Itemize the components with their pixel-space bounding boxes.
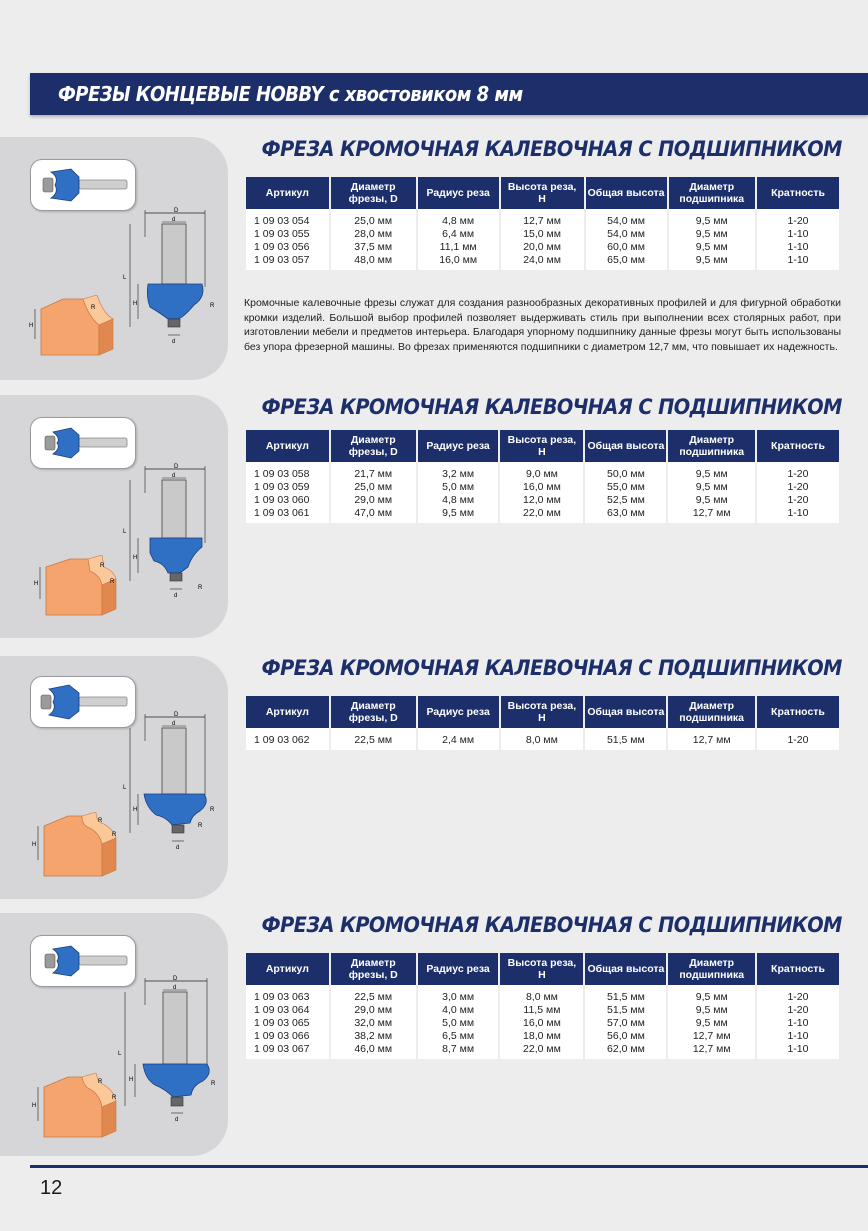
column-header-diameter: Диаметр фрезы, D — [331, 953, 416, 985]
cell-radius: 2,4 мм — [418, 728, 499, 750]
dim-label-d-shank: d — [173, 985, 177, 991]
header-bar — [30, 73, 868, 115]
profile-label-r-lower: R — [110, 579, 115, 585]
cell-bearing: 12,7 мм — [668, 1043, 755, 1059]
dim-label-d-shank: d — [172, 473, 176, 479]
cell-article: 1 09 03 055 — [246, 228, 329, 241]
cell-total-height: 62,0 мм — [585, 1043, 666, 1059]
profile-label-r-lower: R — [112, 1095, 117, 1101]
cell-diameter: 25,0 мм — [331, 209, 416, 228]
cell-cut-height: 16,0 мм — [500, 1017, 583, 1030]
cell-bearing: 9,5 мм — [668, 481, 755, 494]
column-header-article: Артикул — [246, 177, 329, 209]
column-header-cut-height: Высота реза, H — [500, 953, 583, 985]
page-header-title: ФРЕЗЫ КОНЦЕВЫЕ HOBBY с хвостовиком 8 мм — [58, 82, 523, 106]
table-row — [246, 241, 839, 254]
table-row — [246, 728, 839, 750]
cell-radius: 3,0 мм — [418, 985, 499, 1004]
cell-cut-height: 18,0 мм — [500, 1030, 583, 1043]
column-header-radius: Радиус реза — [418, 696, 499, 728]
cell-bearing: 9,5 мм — [668, 1017, 755, 1030]
table-row — [246, 985, 839, 1004]
profile-label-r-lower: R — [112, 832, 117, 838]
router-bit-drawing — [120, 207, 220, 347]
column-header-radius: Радиус реза — [418, 430, 499, 462]
column-header-diameter: Диаметр фрезы, D — [331, 696, 416, 728]
dim-label-d-shank: d — [172, 721, 176, 727]
dim-label-d-bearing: d — [175, 1117, 179, 1123]
cell-total-height: 60,0 мм — [586, 241, 667, 254]
cell-article: 1 09 03 054 — [246, 209, 329, 228]
cell-diameter: 22,5 мм — [331, 728, 416, 750]
column-header-multiplicity: Кратность — [757, 430, 839, 462]
cell-radius: 4,8 мм — [418, 209, 499, 228]
profile-label-r: R — [100, 563, 105, 569]
footer-divider — [30, 1165, 868, 1168]
cell-bearing: 9,5 мм — [668, 494, 755, 507]
cell-radius: 8,7 мм — [418, 1043, 499, 1059]
section-title: ФРЕЗА КРОМОЧНАЯ КАЛЕВОЧНАЯ С ПОДШИПНИКОМ — [261, 137, 842, 161]
cell-multiplicity: 1-20 — [757, 481, 839, 494]
product-section-4 — [0, 913, 868, 1156]
table-header-row — [246, 696, 839, 728]
spec-table — [244, 177, 841, 270]
dim-label-l: L — [123, 529, 127, 535]
table-row — [246, 228, 839, 241]
table-row — [246, 1030, 839, 1043]
profile-label-r: R — [98, 1079, 103, 1085]
cell-total-height: 50,0 мм — [585, 462, 666, 481]
cell-diameter: 28,0 мм — [331, 228, 416, 241]
table-row — [246, 462, 839, 481]
cell-cut-height: 24,0 мм — [501, 254, 584, 270]
column-header-diameter: Диаметр фрезы, D — [331, 177, 416, 209]
cell-article: 1 09 03 056 — [246, 241, 329, 254]
dim-label-r: R — [210, 303, 215, 309]
cell-article: 1 09 03 065 — [246, 1017, 329, 1030]
column-header-multiplicity: Кратность — [757, 953, 839, 985]
table-row — [246, 1043, 839, 1059]
product-section-3 — [0, 656, 868, 899]
column-header-cut-height: Высота реза, H — [501, 696, 584, 728]
column-header-total-height: Общая высота — [586, 177, 667, 209]
profile-label-h: H — [32, 1103, 37, 1109]
wood-profile-drawing — [28, 1073, 120, 1143]
table-row — [246, 1017, 839, 1030]
cell-multiplicity: 1-10 — [757, 1017, 839, 1030]
cell-cut-height: 16,0 мм — [500, 481, 583, 494]
cell-article: 1 09 03 061 — [246, 507, 329, 523]
dim-label-d-upper: D — [174, 208, 179, 214]
cell-total-height: 54,0 мм — [586, 209, 667, 228]
cell-cut-height: 22,0 мм — [500, 507, 583, 523]
cell-bearing: 9,5 мм — [668, 985, 755, 1004]
cell-bearing: 9,5 мм — [669, 241, 755, 254]
dim-label-d-bearing: d — [176, 845, 180, 851]
table-row — [246, 209, 839, 228]
cell-article: 1 09 03 060 — [246, 494, 329, 507]
dim-label-r: R — [198, 585, 203, 591]
cell-cut-height: 22,0 мм — [500, 1043, 583, 1059]
cell-radius: 6,4 мм — [418, 228, 499, 241]
dim-label-d-upper: D — [174, 712, 179, 718]
table-row — [246, 254, 839, 270]
dim-label-d-bearing: d — [174, 593, 178, 599]
wood-profile-drawing — [30, 555, 120, 621]
cell-bearing: 12,7 мм — [668, 728, 755, 750]
cell-bearing: 9,5 мм — [669, 254, 755, 270]
cell-radius: 4,0 мм — [418, 1004, 499, 1017]
cell-diameter: 21,7 мм — [331, 462, 416, 481]
cell-cut-height: 9,0 мм — [500, 462, 583, 481]
router-bit-photo — [30, 417, 136, 469]
column-header-article: Артикул — [246, 430, 329, 462]
dim-label-l: L — [123, 785, 127, 791]
spec-table — [244, 430, 841, 523]
router-bit-drawing — [115, 975, 220, 1125]
cell-bearing: 9,5 мм — [668, 1004, 755, 1017]
cell-diameter: 38,2 мм — [331, 1030, 416, 1043]
column-header-total-height: Общая высота — [585, 696, 666, 728]
dim-label-r: R — [210, 807, 215, 813]
profile-label-h: H — [29, 323, 34, 329]
table-header-row — [246, 177, 839, 209]
column-header-bearing: Диаметр подшипника — [668, 430, 755, 462]
cell-diameter: 22,5 мм — [331, 985, 416, 1004]
column-header-diameter: Диаметр фрезы, D — [331, 430, 416, 462]
cell-multiplicity: 1-10 — [757, 228, 839, 241]
table-row — [246, 494, 839, 507]
cell-article: 1 09 03 057 — [246, 254, 329, 270]
cell-article: 1 09 03 064 — [246, 1004, 329, 1017]
cell-bearing: 12,7 мм — [668, 1030, 755, 1043]
dim-label-d-upper: D — [173, 976, 178, 982]
cell-article: 1 09 03 067 — [246, 1043, 329, 1059]
dim-label-d-shank: d — [172, 217, 176, 223]
cell-article: 1 09 03 066 — [246, 1030, 329, 1043]
table-row — [246, 1004, 839, 1017]
profile-label-h: H — [32, 842, 37, 848]
cell-bearing: 9,5 мм — [668, 462, 755, 481]
cell-diameter: 29,0 мм — [331, 1004, 416, 1017]
cell-multiplicity: 1-10 — [757, 507, 839, 523]
cell-article: 1 09 03 062 — [246, 728, 329, 750]
section-title: ФРЕЗА КРОМОЧНАЯ КАЛЕВОЧНАЯ С ПОДШИПНИКОМ — [261, 913, 842, 937]
router-bit-drawing — [120, 711, 220, 861]
cell-multiplicity: 1-20 — [757, 728, 839, 750]
cell-article: 1 09 03 058 — [246, 462, 329, 481]
table-row — [246, 481, 839, 494]
cell-diameter: 37,5 мм — [331, 241, 416, 254]
cell-diameter: 29,0 мм — [331, 494, 416, 507]
cell-total-height: 51,5 мм — [585, 728, 666, 750]
table-header-row — [246, 430, 839, 462]
column-header-total-height: Общая высота — [585, 953, 666, 985]
cell-bearing: 12,7 мм — [668, 507, 755, 523]
dim-label-h: H — [133, 807, 138, 813]
column-header-cut-height: Высота реза, H — [501, 177, 584, 209]
profile-label-h: H — [34, 581, 39, 587]
cell-multiplicity: 1-10 — [757, 254, 839, 270]
cell-multiplicity: 1-20 — [757, 462, 839, 481]
cell-cut-height: 8,0 мм — [500, 985, 583, 1004]
cell-cut-height: 11,5 мм — [500, 1004, 583, 1017]
section-title: ФРЕЗА КРОМОЧНАЯ КАЛЕВОЧНАЯ С ПОДШИПНИКОМ — [261, 395, 842, 419]
cell-total-height: 57,0 мм — [585, 1017, 666, 1030]
dim-label-l: L — [118, 1051, 122, 1057]
table-row — [246, 507, 839, 523]
dim-label-r-lower: R — [198, 823, 203, 829]
cell-radius: 6,5 мм — [418, 1030, 499, 1043]
column-header-bearing: Диаметр подшипника — [668, 953, 755, 985]
profile-label-r: R — [98, 818, 103, 824]
cell-multiplicity: 1-10 — [757, 241, 839, 254]
column-header-article: Артикул — [246, 696, 329, 728]
cell-multiplicity: 1-20 — [757, 1004, 839, 1017]
column-header-bearing: Диаметр подшипника — [668, 696, 755, 728]
dim-label-l: L — [123, 275, 127, 281]
cell-radius: 11,1 мм — [418, 241, 499, 254]
router-bit-photo — [30, 159, 136, 211]
cell-radius: 9,5 мм — [418, 507, 499, 523]
product-section-2 — [0, 395, 868, 638]
cell-radius: 16,0 мм — [418, 254, 499, 270]
spec-table — [244, 953, 841, 1059]
cell-diameter: 47,0 мм — [331, 507, 416, 523]
cell-total-height: 52,5 мм — [585, 494, 666, 507]
cell-total-height: 63,0 мм — [585, 507, 666, 523]
dim-label-h: H — [129, 1077, 134, 1083]
cell-radius: 5,0 мм — [418, 481, 499, 494]
column-header-bearing: Диаметр подшипника — [669, 177, 755, 209]
cell-diameter: 46,0 мм — [331, 1043, 416, 1059]
cell-total-height: 54,0 мм — [586, 228, 667, 241]
cell-total-height: 55,0 мм — [585, 481, 666, 494]
dim-label-d-upper: D — [174, 464, 179, 470]
cell-multiplicity: 1-20 — [757, 985, 839, 1004]
cell-radius: 5,0 мм — [418, 1017, 499, 1030]
cell-diameter: 48,0 мм — [331, 254, 416, 270]
cell-cut-height: 12,7 мм — [501, 209, 584, 228]
cell-multiplicity: 1-10 — [757, 1030, 839, 1043]
column-header-multiplicity: Кратность — [757, 696, 839, 728]
wood-profile-drawing — [28, 812, 120, 882]
column-header-radius: Радиус реза — [418, 177, 499, 209]
cell-cut-height: 15,0 мм — [501, 228, 584, 241]
column-header-total-height: Общая высота — [585, 430, 666, 462]
cell-cut-height: 8,0 мм — [501, 728, 584, 750]
cell-cut-height: 20,0 мм — [501, 241, 584, 254]
cell-radius: 3,2 мм — [418, 462, 499, 481]
cell-radius: 4,8 мм — [418, 494, 499, 507]
description-text: Кромочные калевочные фрезы служат для создания разнообразных декоративных профилей и для фигурной обработки кромки изделий. Большой выбор профилей позволяет выдерживать стиль при выполнении всех столярных работ, при изготовлении мебели и предметов интерьера. Благодаря упорному подшипнику данные фрезы могут быть использованы без упора фрезерной машины. Во фрезах применяются подшипники с диаметром 12,7 мм, что повышает их надежность. — [244, 297, 841, 353]
page-number: 12 — [40, 1177, 63, 1199]
cell-bearing: 9,5 мм — [669, 209, 755, 228]
cell-total-height: 51,5 мм — [585, 985, 666, 1004]
column-header-radius: Радиус реза — [418, 953, 499, 985]
dim-label-d-bearing: d — [172, 339, 176, 345]
table-header-row — [246, 953, 839, 985]
cell-article: 1 09 03 059 — [246, 481, 329, 494]
cell-total-height: 51,5 мм — [585, 1004, 666, 1017]
column-header-article: Артикул — [246, 953, 329, 985]
dim-label-h: H — [133, 555, 138, 561]
section-title: ФРЕЗА КРОМОЧНАЯ КАЛЕВОЧНАЯ С ПОДШИПНИКОМ — [261, 656, 842, 680]
cell-diameter: 32,0 мм — [331, 1017, 416, 1030]
cell-article: 1 09 03 063 — [246, 985, 329, 1004]
dim-label-h: H — [133, 301, 138, 307]
cell-total-height: 65,0 мм — [586, 254, 667, 270]
dim-label-r: R — [211, 1081, 216, 1087]
cell-bearing: 9,5 мм — [669, 228, 755, 241]
profile-label-r: R — [91, 305, 96, 311]
spec-table — [244, 696, 841, 750]
cell-multiplicity: 1-10 — [757, 1043, 839, 1059]
cell-diameter: 25,0 мм — [331, 481, 416, 494]
column-header-multiplicity: Кратность — [757, 177, 839, 209]
router-bit-drawing — [120, 463, 220, 603]
cell-multiplicity: 1-20 — [757, 209, 839, 228]
cell-multiplicity: 1-20 — [757, 494, 839, 507]
wood-profile-drawing — [25, 295, 115, 361]
cell-cut-height: 12,0 мм — [500, 494, 583, 507]
cell-total-height: 56,0 мм — [585, 1030, 666, 1043]
column-header-cut-height: Высота реза, H — [500, 430, 583, 462]
